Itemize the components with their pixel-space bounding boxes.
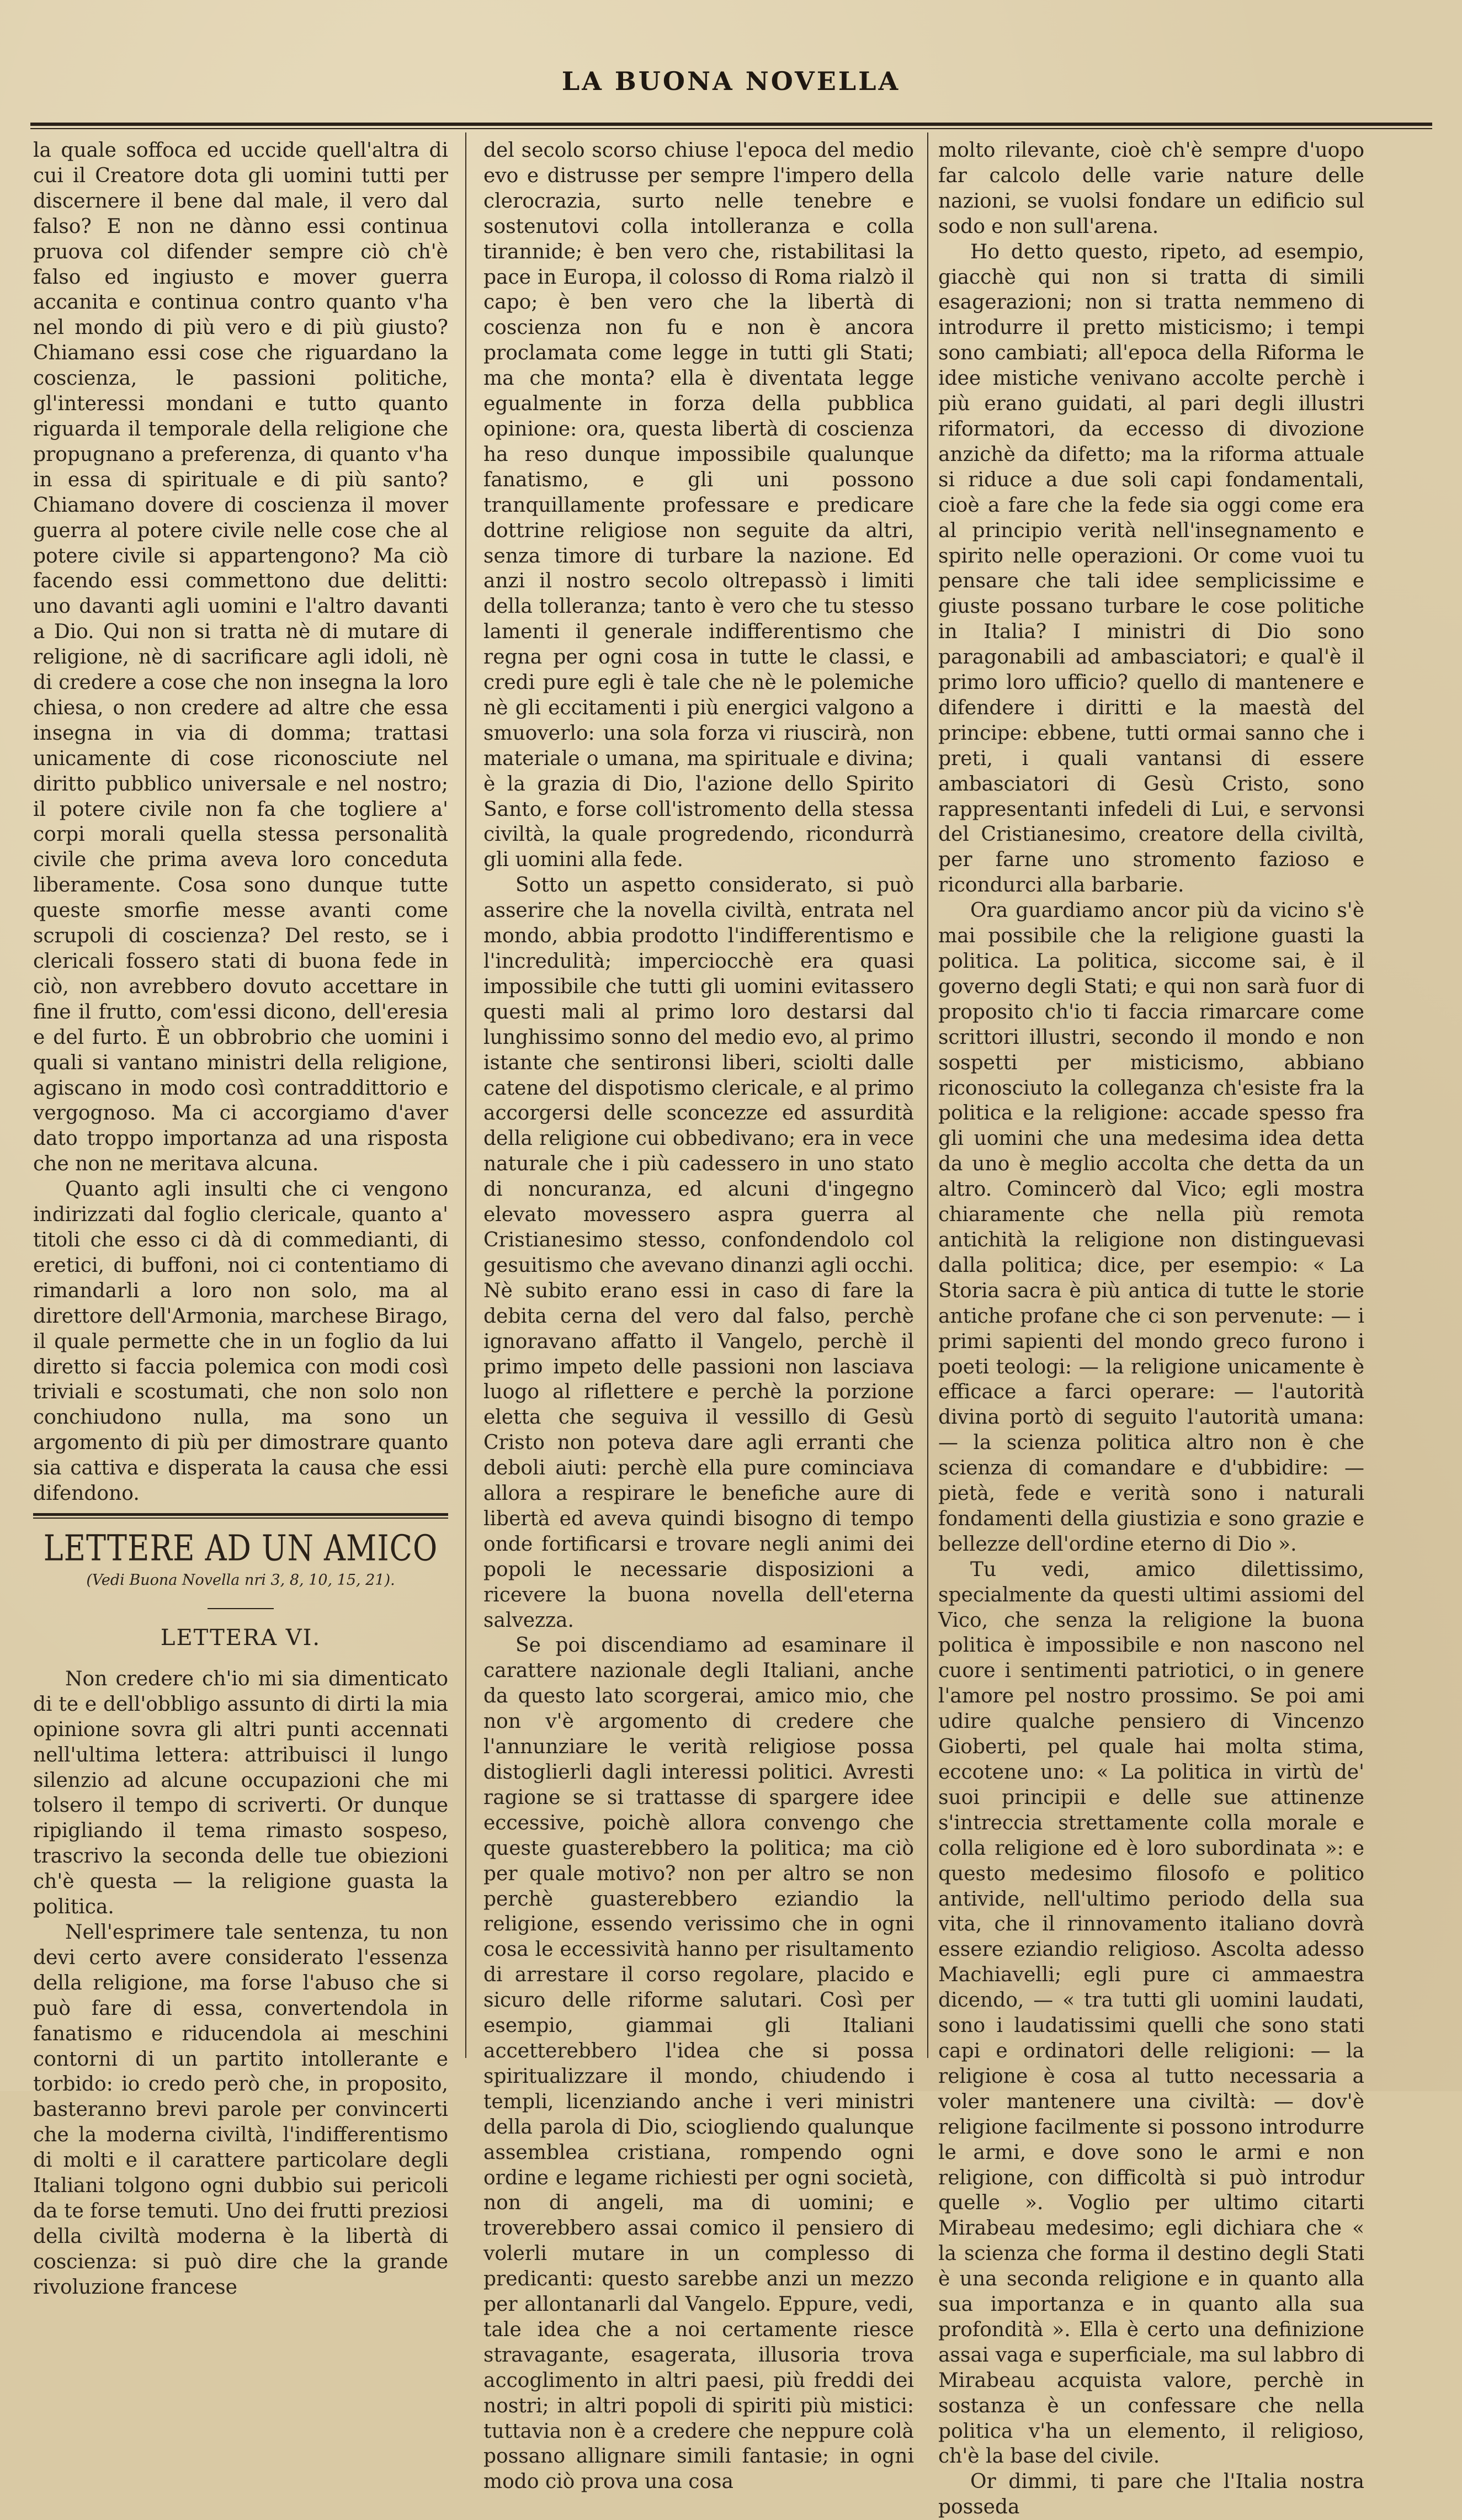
article-paragraph: Se poi discendiamo ad esaminare il carattere nazionale degli Italiani, anche da questo lato scorgerai, amico mio, che non v'è argomento di credere che l'annunziare le verità religiose possa distoglierli dagli interessi politici. Avresti ragione se si trattasse di spargere idee eccessive, poichè allora convengo che queste guasterebbero la politica; ma ciò per quale motivo? non per altro se non perchè guasterebbero eziandio la religione, essendo verissimo che in ogni cosa le eccessività hanno per risultamento di arrestare il corso regolare, placido e sicuro delle riforme salutari. Così per esempio, giammai gli Italiani accetterebbero l'idea che si possa spiritualizzare il mondo, chiudendo i templi, licenziando anche i veri ministri della parola di Dio, sciogliendo qualunque assemblea cristiana, rompendo ogni ordine e legame richiesti per ogni società, non di angeli, ma di uomini; e troverebbero assai comico il pensiero di volerli mutare in un complesso di predicanti: questo sarebbe anzi un mezzo per allontanarli dal Vangelo. Eppure, vedi, tale idea che a noi certamente riesce stravagante, esagerata, illusoria trova accoglimento in altri paesi, più freddi dei nostri; in altri popoli di spiriti più mistici: tuttavia non è a credere che neppure colà possano allignare simili fantasie; in ogni modo ciò prova una cosa xyxy=(483,1634,914,2494)
article-paragraph: Ora guardiamo ancor più da vicino s'è mai possibile che la religione guasti la politica. La politica, siccome sai, è il governo degli Stati; e qui non sarà fuor di proposito ch'io ti faccia rimarcare come scrittori illustri, secondo il mondo e non sospetti per misticismo, abbiano riconosciuto la colleganza ch'esiste fra la politica e la religione: accade spesso fra gli uomini che una medesima idea detta da uno è meglio accolta che detta da un altro. Comincerò dal Vico; egli mostra chiaramente che nella più remota antichità la religione non distinguevasi dalla politica; dice, per esempio: « La Storia sacra è più antica di tutte le storie antiche profane che ci son pervenute: — i primi sapienti del mondo greco furono i poeti teologi: — la religione unicamente è efficace a farci operare: — l'autorità divina portò di seguito l'autorità umana: — la scienza politica altro non è che scienza di comandare e d'ubbidire: — pietà, fede e verità sono i naturali fondamenti della giustizia e sono grazie e bellezze dell'ordine eterno di Dio ». xyxy=(938,899,1364,1556)
section-separator xyxy=(33,1513,448,1519)
article-paragraph: molto rilevante, cioè ch'è sempre d'uopo far calcolo delle varie nature delle nazioni, se vuolsi fondare un edificio sul sodo e non sull'arena. xyxy=(938,139,1364,238)
header-rule xyxy=(30,123,1432,129)
column-1 xyxy=(33,138,448,2299)
letter-paragraph: Non credere ch'io mi sia dimenticato di te e dell'obbligo assunto di dirti la mia opinione sovra gli altri punti accennati nell'ultima lettera: attribuisci il lungo silenzio ad alcune occupazioni che mi tolsero il tempo di scriverti. Or dunque ripigliando il tema rimasto sospeso, trascrivo la seconda delle tue obiezioni ch'è questa — la religione guasta la politica. xyxy=(33,1667,448,1919)
article-paragraph: la quale soffoca ed uccide quell'altra di cui il Creatore dota gli uomini tutti per discernere il bene dal male, il vero dal falso? E non ne dànno essi continua pruova col difender sempre ciò ch'è falso ed ingiusto e mover guerra accanita e continua contro quanto v'ha nel mondo di più vero e di più giusto? Chiamano essi cose che riguardano la coscienza, le passioni politiche, gl'interessi mondani e tutto quanto riguarda il temporale della religione che propugnano a preferenza, di quanto v'ha in essa di spirituale e di più santo? Chiamano dovere di coscienza il mover guerra al potere civile nelle cose che al potere civile si appartengono? Ma ciò facendo essi commettono due delitti: uno davanti agli uomini e l'altro davanti a Dio. Qui non si tratta nè di mutare di religione, nè di sacrificare agli idoli, nè di credere a cose che non insegna la loro chiesa, o non credere ad altre che essa insegna in via di domma; trattasi unicamente di cose riconosciute nel diritto pubblico universale e nel nostro; il potere civile non fa che togliere a' corpi morali quella stessa personalità civile che prima aveva loro conceduta liberamente. Cosa sono dunque tutte queste smorfie messe avanti come scrupoli di coscienza? Del resto, se i clericali fossero stati di buona fede in ciò, non avrebbero dovuto accettare in fine il frutto, com'essi dicono, dell'eresia e del furto. È un obbrobrio che uomini i quali si vantano ministri della religione, agiscano in modo così contraddittorio e vergognoso. Ma ci accorgiamo d'aver dato troppo importanza ad una risposta che non ne meritava alcuna. xyxy=(33,139,448,1176)
column-2 xyxy=(483,138,914,2494)
letter-title: LETTERA VI. xyxy=(160,1625,321,1651)
letter-paragraph: Nell'esprimere tale sentenza, tu non devi certo avere considerato l'essenza della religione, ma forse l'abuso che si può fare di essa, convertendola in fanatismo e riducendola ai meschini contorni di un partito intollerante e torbido: io credo però che, in proposito, basteranno brevi parole per convincerti che la moderna civiltà, l'indifferentismo di molti e il carattere particolare degli Italiani tolgono ogni dubbio sui pericoli da te forse temuti. Uno dei frutti preziosi della civiltà moderna è la libertà di coscienza: si può dire che la grande rivoluzione francese xyxy=(33,1921,448,2299)
masthead-title: LA BUONA NOVELLA xyxy=(561,66,901,96)
article-paragraph: Or dimmi, ti pare che l'Italia nostra posseda xyxy=(938,2470,1364,2519)
article-paragraph: Ho detto questo, ripeto, ad esempio, giacchè qui non si tratta di simili esagerazioni; non si tratta nemmeno di introdurre il pretto misticismo; i tempi sono cambiati; all'epoca della Riforma le idee mistiche venivano accolte perchè i più erano guidati, al pari degli illustri riformatori, da eccesso di divozione anzichè da difetto; ma la riforma attuale si riduce a due soli capi fondamentali, cioè a fare che la fede sia oggi come era al principio verità nell'insegnamento e spirito nelle operazioni. Or come vuoi tu pensare che tali idee semplicissime e giuste possano turbare le cose politiche in Italia? I ministri di Dio sono paragonabili ad ambasciatori; e qual'è il primo loro ufficio? quello di mantenere e difendere i diritti e la maestà del principe: ebbene, tutti ormai sanno che i preti, i quali vantansi di essere ambasciatori di Gesù Cristo, sono rappresentanti infedeli di Lui, e servonsi del Cristianesimo, creatore della civiltà, per farne uno stromento fazioso e ricondurci alla barbarie. xyxy=(938,240,1364,897)
section-subheading: (Vedi Buona Novella nri 3, 8, 10, 15, 21). xyxy=(86,1571,395,1589)
article-paragraph: Sotto un aspetto considerato, si può asserire che la novella civiltà, entrata nel mondo, abbia prodotto l'indifferentismo e l'incredulità; imperciocchè era quasi impossibile che tutti gli uomini evitassero questi mali al primo loro destarsi dal lunghissimo sonno del medio evo, al primo istante che sentironsi liberi, sciolti dalle catene del dispotismo clericale, e al primo accorgersi delle sconcezze ed assurdità della religione cui obbedivano; era in vece naturale che i più cadessero in uno stato di noncuranza, ed alcuni d'ingegno elevato movessero aspra guerra al Cristianesimo stesso, confondendolo col gesuitismo che avevano dinanzi agli occhi. Nè subito erano essi in caso di fare la debita cerna del vero dal falso, perchè ignoravano affatto il Vangelo, perchè il primo impeto delle passioni non lasciava luogo al riflettere e perchè la porzione eletta che seguiva il vessillo di Gesù Cristo non poteva dare agli erranti che deboli aiuti: perchè ella pure cominciava allora a respirare le benefiche aure di libertà ed aveva quindi bisogno di tempo onde fortificarsi e trovare negli animi dei popoli le necessarie disposizioni a ricevere la buona novella dell'eterna salvezza. xyxy=(483,874,914,1632)
column-divider-2 xyxy=(927,132,928,2058)
heading-rule xyxy=(208,1608,274,1609)
article-paragraph: Quanto agli insulti che ci vengono indirizzati dal foglio clericale, quanto a' titoli che esso ci dà di commedianti, di eretici, di buffoni, noi ci contentiamo di rimandarli a loro non solo, ma al direttore dell'Armonia, marchese Birago, il quale permette che in un foglio da lui diretto si faccia polemica con modi così triviali e scostumati, che non solo non conchiudono nulla, ma sono un argomento di più per dimostrare quanto sia cattiva e disperata la causa che essi difendono. xyxy=(33,1178,448,1505)
article-paragraph: del secolo scorso chiuse l'epoca del medio evo e distrusse per sempre l'impero della clerocrazia, surto nelle tenebre e sostenutovi colla intolleranza e colla tirannide; è ben vero che, ristabilitasi la pace in Europa, il colosso di Roma rialzò il capo; è ben vero che la libertà di coscienza non fu e non è ancora proclamata come legge in tutti gli Stati; ma che monta? ella è diventata legge egualmente in forza della pubblica opinione: ora, questa libertà di coscienza ha reso dunque impossibile qualunque fanatismo, e gli uni possono tranquillamente professare e predicare dottrine religiose non seguite da altri, senza timore di turbare la nazione. Ed anzi il nostro secolo oltrepassò i limiti della tolleranza; tanto è vero che tu stesso lamenti il generale indifferentismo che regna per ogni cosa in tutte le classi, e credi pure egli è tale che nè le polemiche nè gli eccitamenti i più energici valgono a smuoverlo: una sola forza vi riuscirà, non materiale o umana, ma spirituale e divina; è la grazia di Dio, l'azione dello Spirito Santo, e forse coll'istromento della stessa civiltà, la quale progredendo, ricondurrà gli uomini alla fede. xyxy=(483,139,914,872)
section-heading: LETTERE AD UN AMICO xyxy=(43,1527,438,1569)
column-3 xyxy=(938,138,1364,2519)
column-divider-1 xyxy=(465,132,466,2058)
article-paragraph: Tu vedi, amico dilettissimo, specialmente da questi ultimi assiomi del Vico, che senza la religione la buona politica è impossibile e non nascono nel cuore i sentimenti patriotici, o in genere l'amore pel nostro prossimo. Se poi ami udire qualche pensiero di Vincenzo Gioberti, pel quale hai molta stima, eccotene uno: « La politica in virtù de' suoi principii e delle sue attinenze s'intreccia strettamente colla morale e colla religione ed è loro subordinata »: e questo medesimo filosofo e politico antivide, nell'ultimo periodo della sua vita, che il rinnovamento italiano dovrà essere eziandio religioso. Ascolta adesso Machiavelli; egli pure ci ammaestra dicendo, — « tra tutti gli uomini laudati, sono i laudatissimi quelli che sono stati capi e ordinatori delle religioni: — la religione è cosa al tutto necessaria a voler mantenere una civiltà: — dov'è religione facilmente si possono introdurre le armi, e dove sono le armi e non religione, con difficoltà si può introdur quelle ». Voglio per ultimo citarti Mirabeau medesimo; egli dichiara che « la scienza che forma il destino degli Stati è una seconda religione e in quanto alla sua importanza e in quanto alla sua profondità ». Ella è certo una definizione assai vaga e superficiale, ma sul labbro di Mirabeau acquista valore, perchè in sostanza è un confessare che nella politica v'ha un elemento, il religioso, ch'è la base del civile. xyxy=(938,1558,1364,2468)
